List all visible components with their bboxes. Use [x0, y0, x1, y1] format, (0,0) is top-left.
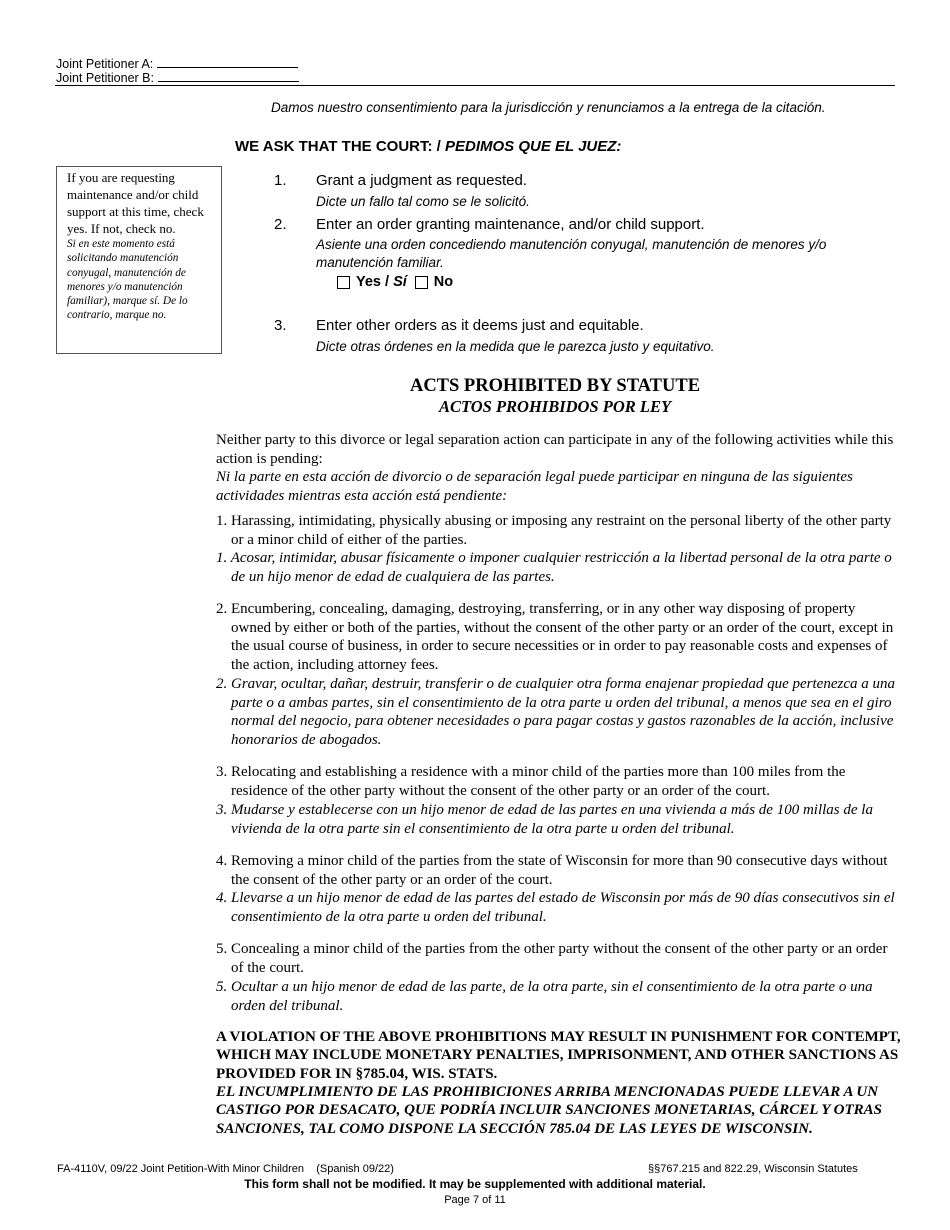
request-1-es: Dicte un fallo tal como se le solicitó. [316, 194, 530, 209]
maintenance-choice [337, 274, 453, 290]
instruction-es-line: Si en este momento está [67, 238, 175, 250]
prohibition-3-es: 3. Mudarse y establecerse con un hijo menor de edad de las partes en una vivienda a más de 100 millas de la vivienda de la otra parte sin el consentimiento de la otra parte u orden del tribunal. [216, 802, 873, 837]
request-1-number: 1. [274, 172, 287, 189]
request-2-number: 2. [274, 216, 287, 233]
prohibition-1-es: 1. Acosar, intimidar, abusar físicamente o imponer cualquier restricción a la libertad personal de la otra parte o de un hijo menor de edad de cualquiera de las partes. [216, 550, 892, 585]
acts-title-en: ACTS PROHIBITED BY STATUTE [409, 376, 701, 396]
yes-label: Yes / [356, 274, 394, 290]
request-3-en: Enter other orders as it deems just and equitable. [316, 317, 644, 334]
prohibition-5-es: 5. Ocultar a un hijo menor de edad de las parte, de la otra parte, sin el consentimiento de la otra parte o una orden del tribunal. [216, 979, 873, 1014]
petitioner-b-field[interactable] [158, 70, 299, 82]
page-number: Page 7 of 11 [444, 1194, 506, 1206]
ask-heading [235, 138, 621, 155]
header-divider [55, 85, 895, 86]
instruction-en-line: support at this time, check [67, 204, 204, 219]
acts-intro-en: Neither party to this divorce or legal separation action can participate in any of the following activities while this action is pending: [216, 432, 894, 467]
no-label: No [433, 274, 454, 290]
ask-heading-es: PEDIMOS QUE EL JUEZ: [445, 138, 622, 155]
instruction-es-line: menores y/o manutención [67, 280, 183, 293]
request-2-en: Enter an order granting maintenance, and/or child support. [316, 216, 705, 233]
statute-reference: §§767.215 and 822.29, Wisconsin Statutes [648, 1163, 858, 1175]
request-2-es-line1: Asiente una orden concediendo manutención conyugal, manutención de menores y/o [316, 237, 827, 252]
form-id: FA-4110V, 09/22 Joint Petition-With Minor Children (Spanish 09/22) [57, 1163, 394, 1175]
petitioner-b-row [56, 70, 299, 85]
warning-en: A VIOLATION OF THE ABOVE PROHIBITIONS MAY RESULT IN PUNISHMENT FOR CONTEMPT, WHICH MAY INCLUDE MONETARY PENALTIES, IMPRISONMENT, AND OTHER SANCTIONS AS PROVIDED FOR IN §785.04, WIS. STATS. [216, 1029, 901, 1082]
instruction-es-line: familiar), marque sí. De lo [67, 295, 188, 308]
request-2-es-line2: manutención familiar. [316, 255, 444, 270]
instruction-en-line: maintenance and/or child [67, 187, 199, 202]
instruction-es-line: contrario, marque no. [67, 309, 167, 322]
prohibition-2-en: 2. Encumbering, concealing, damaging, destroying, transferring, or in any other way disposing of property owned by either or both of the parties, without the consent of the other party or an order of the court, except in the usual course of business, in order to secure necessities or in order to pay reasonable costs and expenses of the action, including attorney fees. [216, 601, 894, 673]
prohibition-3-en: 3. Relocating and establishing a residence with a minor child of the parties more than 100 miles from the residence of the other party without the consent of the other party or an order of the court. [216, 764, 846, 799]
prohibition-4-es: 4. Llevarse a un hijo menor de edad de las partes del estado de Wisconsin por más de 90 días consecutivos sin el consentimiento de la otra parte u orden del tribunal. [216, 890, 895, 925]
no-checkbox[interactable] [415, 276, 428, 289]
instruction-en [67, 169, 213, 237]
yes-checkbox[interactable] [337, 276, 350, 289]
prohibition-1-en: 1. Harassing, intimidating, physically abusing or imposing any restraint on the personal liberty of the other party or a minor child of either of the parties. [216, 513, 892, 548]
request-1-en: Grant a judgment as requested. [316, 172, 527, 189]
instruction-es-line: solicitando manutención [67, 252, 179, 265]
petitioner-b-label: Joint Petitioner B: [56, 71, 154, 85]
instruction-es [67, 237, 213, 323]
modification-notice: This form shall not be modified. It may be supplemented with additional material. [244, 1177, 706, 1191]
request-3-es: Dicte otras órdenes en la medida que le parezca justo y equitativo. [316, 339, 715, 354]
prohibition-2-es: 2. Gravar, ocultar, dañar, destruir, transferir o de cualquier otra forma enajenar propiedad que pertenezca a una parte o a ambas partes, sin el consentimiento de la otra parte u orden del tribunal, a menos que sea en el giro normal del negocio, para obtener necesidades o para pagar costas y gastos razonables de la acción, inclusive honorarios de abogados. [216, 676, 895, 748]
instruction-box [56, 166, 222, 354]
prohibition-5-en: 5. Concealing a minor child of the parties from the other party without the consent of the other party or an order of the court. [216, 941, 888, 976]
petitioner-a-label: Joint Petitioner A: [56, 57, 154, 71]
acts-title-es: ACTOS PROHIBIDOS POR LEY [438, 397, 672, 416]
petitioner-a-field[interactable] [157, 56, 298, 68]
instruction-en-line: If you are requesting [67, 170, 175, 185]
instruction-es-line: conyugal, manutención de [67, 266, 186, 279]
consent-text: Damos nuestro consentimiento para la jurisdicción y renunciamos a la entrega de la citación. [271, 100, 826, 115]
si-label: Sí [393, 274, 407, 290]
petitioner-a-row [56, 56, 298, 71]
instruction-en-line: yes. If not, check no. [67, 221, 176, 236]
acts-intro-es: Ni la parte en esta acción de divorcio o de separación legal puede participar en ninguna de las siguientes actividades mientras esta acción está pendiente: [216, 469, 853, 504]
prohibition-4-en: 4. Removing a minor child of the parties from the state of Wisconsin for more than 90 consecutive days without the consent of the other party or an order of the court. [216, 853, 888, 888]
request-3-number: 3. [274, 317, 287, 334]
ask-heading-en: WE ASK THAT THE COURT: / [235, 138, 445, 155]
warning-es: EL INCUMPLIMIENTO DE LAS PROHIBICIONES ARRIBA MENCIONADAS PUEDE LLEVAR A UN CASTIGO POR DESACATO, QUE PODRÍA INCLUIR SANCIONES MONETARIAS, CÁRCEL Y OTRAS SANCIONES, TAL COMO DISPONE LA SECCIÓN 785.04 DE LAS LEYES DE WISCONSIN. [216, 1084, 883, 1137]
